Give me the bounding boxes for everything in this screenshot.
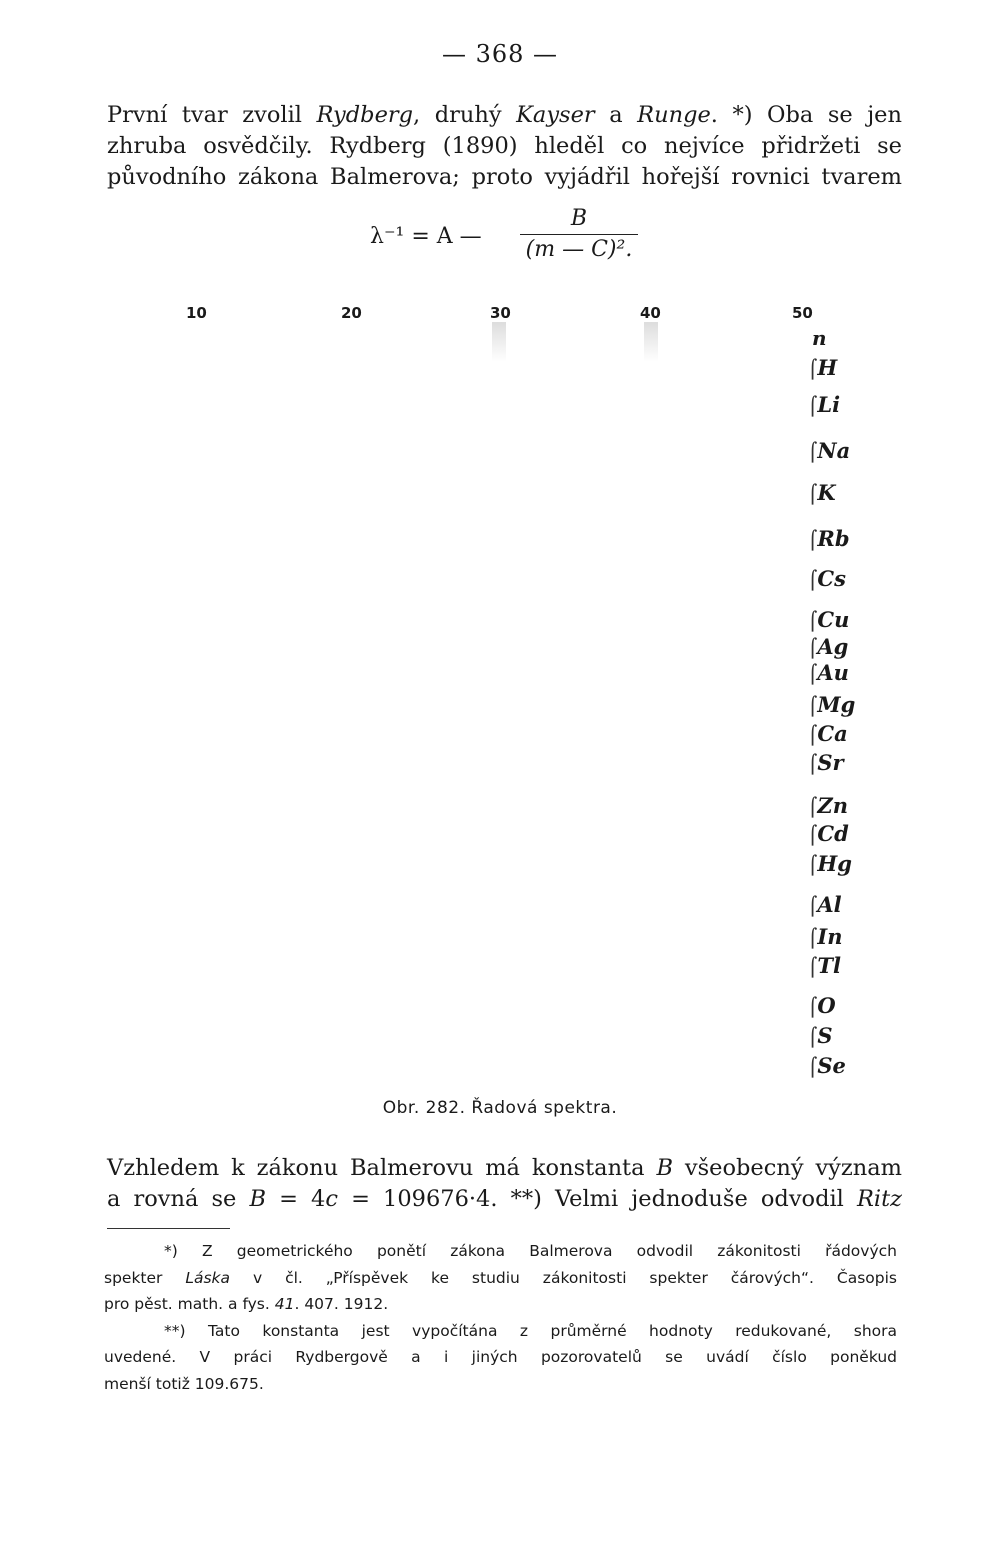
text-span: , druhý (413, 102, 517, 128)
math-symbol: B (656, 1155, 673, 1181)
axis-tick-label: 30 (490, 304, 511, 322)
element-label: ⌠Ca (808, 721, 848, 746)
text-span: První tvar zvolil (107, 102, 317, 128)
author-name: Ritz (856, 1186, 903, 1212)
top-paragraph (107, 100, 902, 193)
author-name: Kayser (516, 102, 595, 128)
element-label: ⌠Hg (808, 851, 852, 876)
formula-lhs: λ⁻¹ = A — (370, 224, 482, 249)
text-span: v čl. „Příspěvek ke studiu zákonitosti spekter čárových“. Časopis (230, 1268, 897, 1287)
element-label: ⌠Tl (808, 953, 841, 978)
footnote-line: *) Z geometrického ponětí zákona Balmerova odvodil zákonitosti řádových (164, 1242, 897, 1260)
text-span: . 407. 1912. (294, 1295, 389, 1313)
element-label: ⌠S (808, 1023, 833, 1048)
paragraph-line: zhruba osvědčily. Rydberg (1890) hleděl co nejvíce přidržeti se (107, 133, 902, 159)
element-label: ⌠Cu (808, 607, 850, 632)
element-label: ⌠Al (808, 892, 842, 917)
formula-numerator: B (570, 206, 588, 231)
print-smudge (644, 322, 658, 362)
formula-denominator (520, 237, 638, 262)
footnote-line: **) Tato konstanta jest vypočítána z průměrné hodnoty redukované, shora (164, 1321, 897, 1340)
element-label: ⌠Zn (808, 793, 848, 818)
paragraph-line (107, 100, 902, 131)
element-label: ⌠Li (808, 392, 841, 417)
text-span: spekter (104, 1268, 186, 1287)
text-span: a (594, 102, 638, 128)
element-label: ⌠Ag (808, 634, 849, 659)
footnote-divider (107, 1228, 230, 1229)
element-label: ⌠Na (808, 438, 851, 463)
rydberg-formula (370, 206, 650, 270)
formula-fraction (520, 206, 638, 262)
text-span: = 4 (266, 1186, 326, 1212)
text-span: a rovná se (107, 1186, 250, 1212)
print-smudge (492, 322, 506, 362)
text-span: všeobecný význam (672, 1155, 902, 1181)
element-label: ⌠Rb (808, 526, 850, 551)
bottom-paragraph (107, 1153, 902, 1215)
paragraph-line (107, 1153, 902, 1184)
footnotes (104, 1238, 897, 1397)
element-label: ⌠Mg (808, 692, 856, 717)
author-name: Runge (637, 102, 711, 128)
element-label: ⌠Sr (808, 750, 844, 775)
paragraph-line (107, 1184, 902, 1215)
volume-number: 41 (274, 1295, 295, 1313)
element-label: ⌠Au (808, 660, 849, 685)
footnote-line: menší totiž 109.675. (104, 1374, 264, 1393)
figure-caption: Obr. 282. Řadová spektra. (382, 1098, 618, 1118)
element-label: ⌠K (808, 480, 836, 505)
text-span: Vzhledem k zákonu Balmerovu má konstanta (107, 1155, 657, 1181)
axis-tick-label: 50 (792, 304, 813, 322)
page-number: — 368 — (441, 40, 559, 68)
footnote-line (104, 1265, 897, 1292)
footnote-line: uvedené. V práci Rydbergově a i jiných pozorovatelů se uvádí číslo poněkud (104, 1348, 897, 1366)
text-span: pro pěst. math. a fys. (104, 1295, 275, 1313)
n-label: n (812, 326, 827, 350)
math-symbol: B (249, 1186, 267, 1212)
axis-tick-label: 20 (341, 304, 362, 322)
text-span: = 109676·4. **) Velmi jednoduše odvodil (337, 1186, 857, 1212)
footnote-line (104, 1291, 897, 1318)
element-label: ⌠Se (808, 1053, 846, 1078)
axis-tick-label: 10 (186, 304, 207, 322)
formula-period: . (625, 237, 633, 262)
author-name: Láska (185, 1268, 231, 1287)
element-label: ⌠Cs (808, 566, 846, 591)
element-label: ⌠In (808, 924, 843, 949)
element-label: ⌠Cd (808, 821, 849, 846)
math-symbol: c (325, 1186, 338, 1212)
fraction-bar (520, 234, 638, 235)
element-label: ⌠O (808, 993, 836, 1018)
author-name: Rydberg (316, 102, 414, 128)
element-label: ⌠H (808, 355, 838, 380)
axis-tick-label: 40 (640, 304, 661, 322)
denominator-text: (m — C)² (525, 237, 626, 262)
paragraph-line: původního zákona Balmerova; proto vyjádřil hořejší rovnici tvarem (107, 164, 902, 190)
text-span: . *) Oba se jen (710, 102, 902, 128)
